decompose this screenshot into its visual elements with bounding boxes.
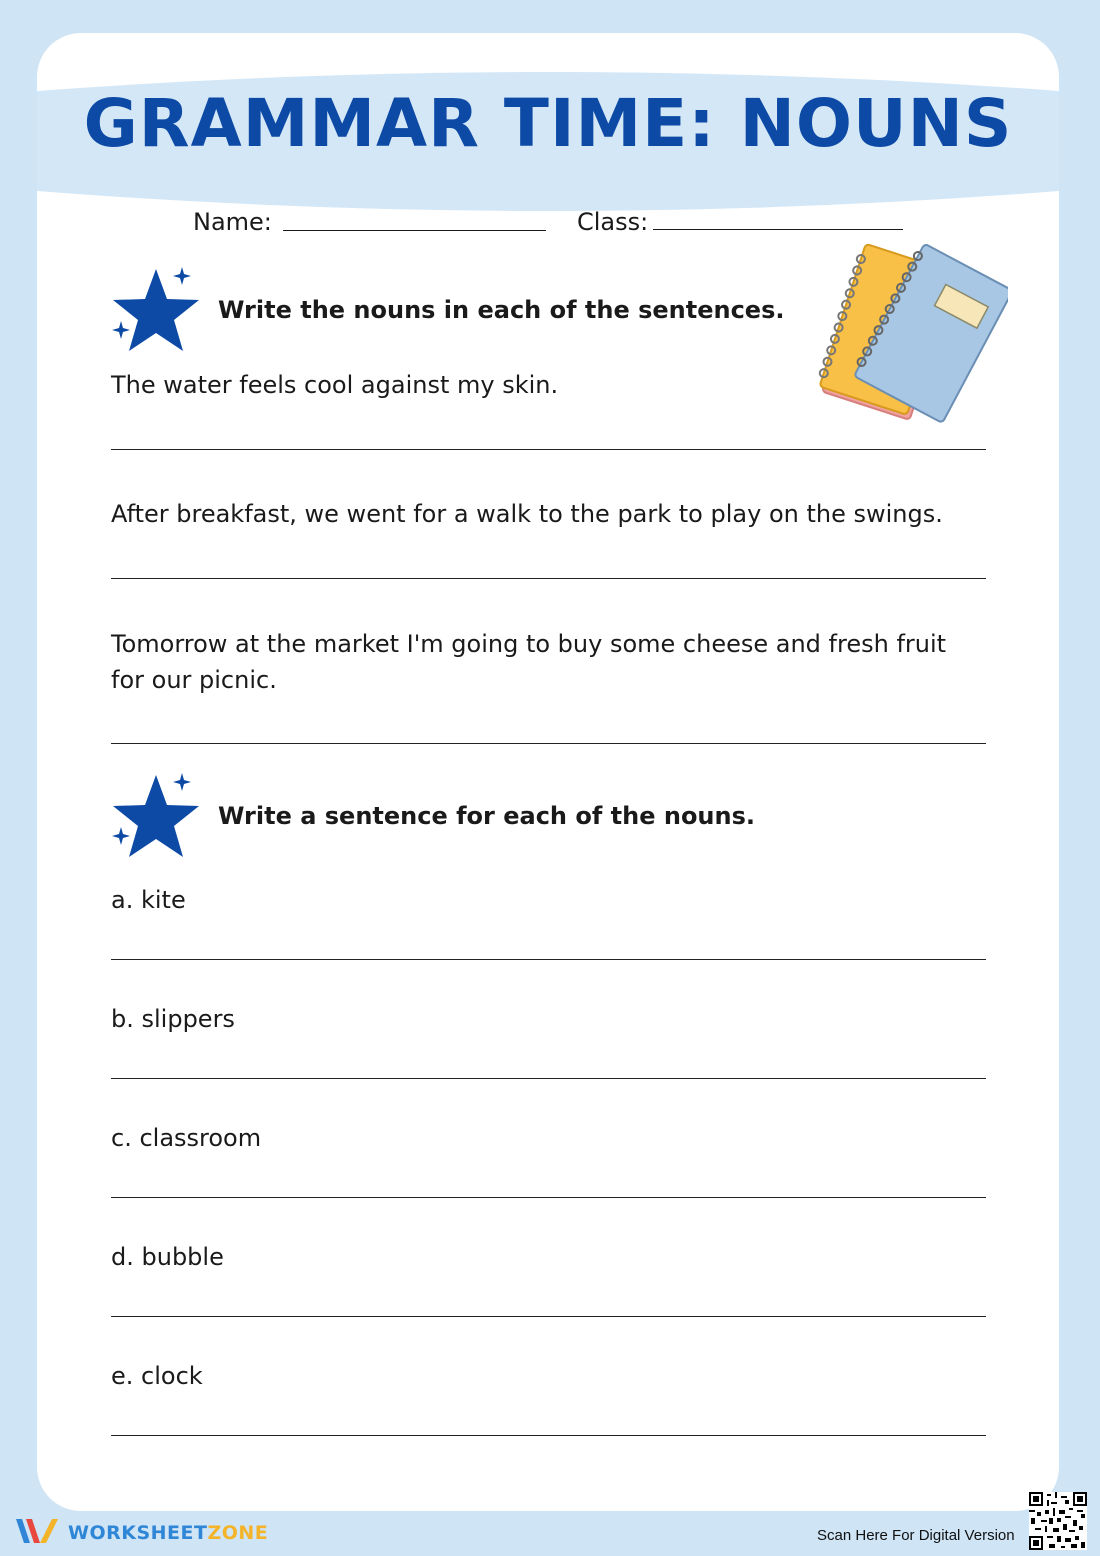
answer-line-bubble[interactable] [111,1316,986,1317]
star-icon [108,265,203,357]
section2-heading: Write a sentence for each of the nouns. [218,802,755,830]
sentence-3: Tomorrow at the market I'm going to buy some cheese and fresh fruit for our picnic. [111,630,947,694]
answer-line-classroom[interactable] [111,1197,986,1198]
page-title: GRAMMAR TIME: NOUNS [83,85,1013,162]
qr-code[interactable] [1029,1492,1087,1550]
name-field[interactable] [283,230,546,231]
notebook-illustration [812,236,1008,436]
brand-name-part1: WORKSHEET [68,1522,208,1544]
answer-line-2[interactable] [111,578,986,579]
noun-item-clock: e. clock [111,1362,203,1390]
name-label: Name: [193,208,272,236]
sentence-1: The water feels cool against my skin. [111,371,559,399]
section1-heading: Write the nouns in each of the sentences. [218,296,785,324]
answer-line-1[interactable] [111,449,986,450]
star-icon [108,771,203,863]
noun-item-bubble: d. bubble [111,1243,224,1271]
noun-item-classroom: c. classroom [111,1124,262,1152]
worksheetzone-logo-icon [14,1515,60,1551]
answer-line-slippers[interactable] [111,1078,986,1079]
class-field[interactable] [653,229,903,230]
noun-item-kite: a. kite [111,886,186,914]
brand-logo[interactable] [14,1515,268,1551]
answer-line-kite[interactable] [111,959,986,960]
brand-name-part2: ZONE [207,1522,269,1544]
class-label: Class: [577,208,649,236]
answer-line-clock[interactable] [111,1435,986,1436]
answer-line-3[interactable] [111,743,986,744]
sentence-2: After breakfast, we went for a walk to the park to play on the swings. [111,500,943,528]
noun-item-slippers: b. slippers [111,1005,235,1033]
scan-text: Scan Here For Digital Version [817,1527,1015,1544]
